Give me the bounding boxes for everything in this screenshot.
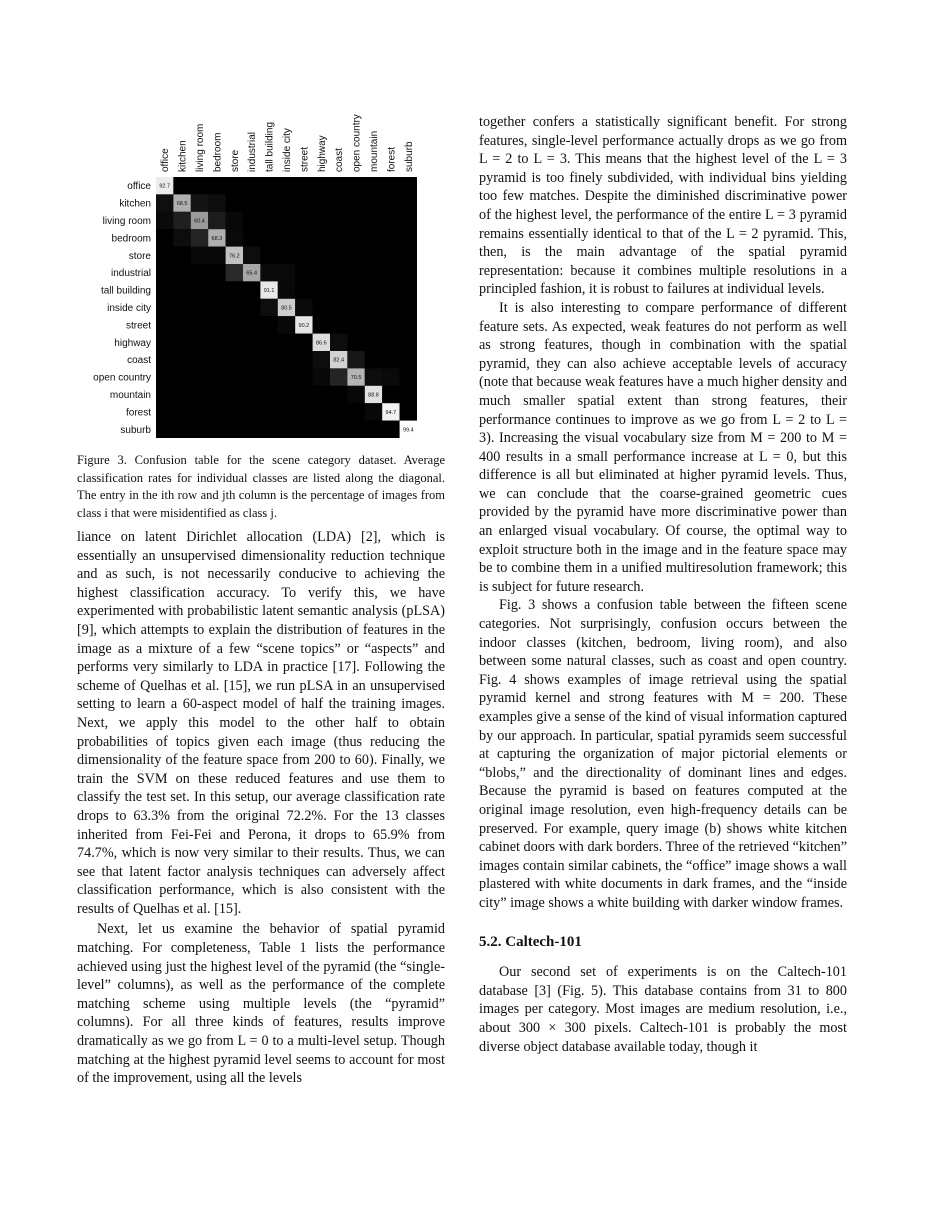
heatmap-cell [400,281,417,298]
heatmap-cell [347,403,364,420]
heatmap-cell [156,421,173,438]
heatmap-cell [173,421,190,438]
heatmap-cell [156,351,173,368]
heatmap-cell [156,247,173,264]
heatmap-cell [382,421,399,438]
heatmap-cell [173,386,190,403]
diagonal-value-label: 88.8 [368,392,379,399]
heatmap-cell [173,247,190,264]
heatmap-cell [191,421,208,438]
heatmap-cell [295,386,312,403]
diagonal-value-label: 94.7 [385,409,397,416]
row-label: forest [125,407,151,419]
heatmap-cell [260,334,277,351]
heatmap-cell [330,403,347,420]
heatmap-cell [382,247,399,264]
heatmap-cell [156,316,173,333]
heatmap-cell [365,212,382,229]
heatmap-cell [382,334,399,351]
heatmap-cell [278,316,295,333]
heatmap-cell [382,368,399,385]
column-label: kitchen [177,140,189,172]
heatmap-cell [208,403,225,420]
column-label: forest [386,146,398,172]
heatmap-cell [226,403,243,420]
column-label: coast [334,148,346,172]
row-label: office [127,181,151,193]
column-label: suburb [403,141,415,172]
heatmap-cell [208,247,225,264]
heatmap-cell [243,212,260,229]
diagonal-value-label: 91.1 [263,288,275,295]
section-heading: 5.2. Caltech-101 [479,933,582,950]
heatmap-cell [156,299,173,316]
diagonal-value-label: 99.4 [402,427,414,434]
heatmap-cell [226,299,243,316]
diagonal-value-label: 90.2 [298,322,310,329]
heatmap-cell [295,334,312,351]
heatmap-cell [191,247,208,264]
heatmap-cell [400,212,417,229]
heatmap-cell [295,264,312,281]
column-label: industrial [247,131,259,172]
heatmap-cell [400,316,417,333]
heatmap-cell [382,281,399,298]
heatmap-cell [313,316,330,333]
heatmap-cell [278,194,295,211]
heatmap-cell [295,299,312,316]
heatmap-cell [278,229,295,246]
heatmap-cell [347,229,364,246]
heatmap-cell [260,351,277,368]
heatmap-cell [260,264,277,281]
heatmap-cell [191,316,208,333]
heatmap-cell [313,212,330,229]
heatmap-cell [173,368,190,385]
heatmap-cell [400,264,417,281]
heatmap-cell [365,247,382,264]
heatmap-cell [295,368,312,385]
heatmap-cell [347,316,364,333]
heatmap-cell [313,368,330,385]
heatmap-cell [208,281,225,298]
heatmap-cell [226,229,243,246]
heatmap-cell [330,194,347,211]
row-label: highway [114,337,151,349]
heatmap-cell [173,403,190,420]
heatmap-cell [347,194,364,211]
heatmap-cell [191,264,208,281]
heatmap-cell [243,281,260,298]
heatmap-cell [156,281,173,298]
heatmap-cell [347,299,364,316]
heatmap-cell [173,212,190,229]
heatmap-cell [313,264,330,281]
heatmap-cell [243,386,260,403]
diagonal-value-label: 86.6 [315,340,327,347]
heatmap-cell [243,194,260,211]
heatmap-cell [191,177,208,194]
heatmap-cell [208,316,225,333]
heatmap-cell [243,421,260,438]
heatmap-cell [260,299,277,316]
heatmap-cell [400,194,417,211]
diagonal-value-label: 80.5 [281,305,292,312]
heatmap-cell [226,281,243,298]
heatmap-cell [365,316,382,333]
heatmap-cell [278,177,295,194]
row-label: inside city [107,303,151,314]
heatmap-cell [156,403,173,420]
heatmap-cell [260,403,277,420]
diagonal-value-label: 70.5 [350,375,362,382]
heatmap-cell [400,351,417,368]
heatmap-cell [365,264,382,281]
row-label: open country [93,372,151,384]
diagonal-value-label: 82.4 [333,357,345,364]
heatmap-cell [156,264,173,281]
heatmap-cell [173,264,190,281]
heatmap-cell [191,386,208,403]
row-label: bedroom [111,233,151,245]
heatmap-cell [191,229,208,246]
heatmap-cell [347,212,364,229]
heatmap-cell [313,299,330,316]
right-paragraph-1: together confers a statistically significant benefit. For strong features, single-level performance actually drops as we go from L = 2 to L = 3. This means that the highest level of the L = 3 pyramid is too finely subdivided, with individual bins yielding too few matches. Despite the diminished discriminative power of the highest level, the performance of the entire L = 3 pyramid remains essentially identical to that of the L = 2 pyramid. This, then, is the main advantage of the spatial pyramid representation: because it combines multiple resolutions in a principled fashion, it is robust to failures at individual levels. [479,114,847,298]
heatmap-cell [347,386,364,403]
heatmap-cell [226,177,243,194]
heatmap-cell [226,368,243,385]
heatmap-cell [191,334,208,351]
heatmap-cell [330,177,347,194]
row-label: industrial [110,268,151,280]
heatmap-cell [382,212,399,229]
heatmap-cell [208,368,225,385]
heatmap-cell [173,281,190,298]
heatmap-cell [243,247,260,264]
heatmap-cell [260,316,277,333]
heatmap-cell [295,229,312,246]
diagonal-value-label: 68.5 [176,201,188,208]
heatmap-cell [260,212,277,229]
heatmap-cell [156,386,173,403]
heatmap-cell [156,229,173,246]
heatmap-cell [260,247,277,264]
diagonal-value-label: 92.7 [159,183,171,190]
right-paragraph-3: Fig. 3 shows a confusion table between the fifteen scene categories. Not surprisingly, confusion occurs between the indoor classes (kitchen, bedroom, living room), and also between some natural classes, such as coast and open country. Fig. 4 shows examples of image retrieval using the spatial pyramid kernel and strong features with M = 200. These examples give a sense of the kind of visual information captured by our approach. In particular, spatial pyramids seem successful at capturing the organization of major pictorial elements or “blobs,” and the directionality of dominant lines and edges. Because the pyramid is based on features computed at the original image resolution, even high-frequency details can be preserved. For example, query image (b) shows white kitchen cabinet doors with dark borders. Three of the retrieved “kitchen” images contain similar cabinets, the “office” image shows a wall plastered with white documents in dark frames, and the “inside city” image shows a white building with darker window frames. [479,597,847,911]
heatmap-cell [278,368,295,385]
heatmap-cell [313,281,330,298]
heatmap-cell [278,281,295,298]
heatmap-cell [191,403,208,420]
heatmap-cell [278,334,295,351]
heatmap-cell [173,299,190,316]
heatmap-cell [295,403,312,420]
column-label: mountain [369,130,380,172]
heatmap-cell [382,386,399,403]
heatmap-cell [347,281,364,298]
heatmap-cell [226,264,243,281]
diagonal-value-label: 76.2 [228,253,240,260]
heatmap-cell [400,368,417,385]
heatmap-cell [278,421,295,438]
row-label: street [125,320,151,332]
heatmap-cell [208,194,225,211]
heatmap-cell [295,247,312,264]
heatmap-cell [330,281,347,298]
heatmap-cell [382,194,399,211]
heatmap-cell [295,421,312,438]
column-label: living room [195,123,206,172]
heatmap-cell [400,177,417,194]
heatmap-cell [400,334,417,351]
heatmap-cell [191,368,208,385]
heatmap-cell [365,334,382,351]
heatmap-cell [313,403,330,420]
figure-caption: Figure 3. Confusion table for the scene category dataset. Average classification rates for individual classes are listed along the diagonal. The entry in the ith row and jth column is the percentage of images from class i that were misidentified as class j. [77,453,445,520]
column-label: street [299,146,311,172]
heatmap-cell [156,194,173,211]
heatmap-cell [365,299,382,316]
heatmap-cell [156,368,173,385]
column-label: bedroom [212,132,224,172]
heatmap-cell [208,264,225,281]
heatmap-cell [260,194,277,211]
heatmap-cell [278,403,295,420]
heatmap-cell [208,334,225,351]
column-label: office [160,148,172,172]
column-label: tall building [264,121,276,172]
heatmap-cell [313,194,330,211]
heatmap-cell [173,351,190,368]
heatmap-cell [330,368,347,385]
heatmap-cell [278,386,295,403]
heatmap-cell [365,421,382,438]
heatmap-cell [330,229,347,246]
heatmap-cell [191,299,208,316]
heatmap-cell [313,177,330,194]
heatmap-cell [208,421,225,438]
heatmap-cell [173,177,190,194]
left-paragraph-2: Next, let us examine the behavior of spatial pyramid matching. For completeness, Table 1 lists the performance achieved using just the highest level of the pyramid (the “single-level” columns), as well as the performance of the complete matching scheme using multiple levels (the “pyramid” columns). For all three kinds of features, results improve dramatically as we go from L = 0 to a multi-level setup. Though matching at the highest pyramid level seems to account for most of the improvement, using all the levels [77,921,445,1087]
heatmap-cell [330,421,347,438]
heatmap-cell [191,281,208,298]
heatmap-cell [347,334,364,351]
heatmap-cell [347,264,364,281]
row-label: suburb [120,424,151,436]
row-label: store [128,250,151,262]
heatmap-cell [330,299,347,316]
row-label: coast [127,355,151,367]
heatmap-cell [226,212,243,229]
heatmap-cell [365,281,382,298]
heatmap-cell [365,177,382,194]
heatmap-cell [156,334,173,351]
heatmap-cell [330,212,347,229]
heatmap-cell [260,368,277,385]
heatmap-cell [347,177,364,194]
heatmap-cell [330,386,347,403]
heatmap-cell [400,386,417,403]
column-label: open country [351,114,363,172]
heatmap-cell [295,351,312,368]
heatmap-cell [208,299,225,316]
heatmap-cell [382,316,399,333]
diagonal-value-label: 60.4 [194,218,205,225]
heatmap-cell [226,386,243,403]
heatmap-cell [260,421,277,438]
right-column [479,113,847,1056]
heatmap-cell [313,229,330,246]
heatmap-cell [365,229,382,246]
heatmap-cell [226,194,243,211]
heatmap-cell [382,264,399,281]
heatmap-cell [208,386,225,403]
heatmap-cell [243,316,260,333]
heatmap-cell [226,334,243,351]
row-label: tall building [100,285,151,297]
heatmap-cell [330,334,347,351]
heatmap-cell [243,177,260,194]
heatmap-cell [365,403,382,420]
heatmap-cell [278,351,295,368]
heatmap-cell [330,316,347,333]
heatmap-cell [243,403,260,420]
column-label: inside city [282,128,293,172]
heatmap-cell [365,351,382,368]
heatmap-cell [243,229,260,246]
diagonal-value-label: 65.4 [246,270,258,277]
right-paragraph-2: It is also interesting to compare performance of different feature sets. As expected, weak features do not perform as well as strong features, though in combination with the spatial pyramid, they can also achieve acceptable levels of accuracy (note that because weak features have a much higher density and much smaller spatial extent than strong features, their performance continues to improve as we go from L = 2 to L = 3). Increasing the visual vocabulary size from M = 200 to M = 400 results in a small performance increase at L = 0, but this difference is all but eliminated at higher pyramid levels. Thus, we can conclude that the coarse-grained geometric cues provided by the pyramid have more discriminative power than an enlarged visual vocabulary. Of course, the optimal way to exploit structure both in the image and in the feature space may be to combine them in a unified multiresolution framework; this is subject for future research. [479,299,847,595]
row-label: mountain [109,390,151,401]
heatmap-cell [295,281,312,298]
heatmap-cell [295,177,312,194]
heatmap-cell [156,212,173,229]
column-label: store [229,149,241,172]
heatmap-cell [365,368,382,385]
heatmap-cell [208,177,225,194]
heatmap-cell [260,386,277,403]
heatmap-cell [313,351,330,368]
heatmap-cell [400,299,417,316]
heatmap-cell [313,421,330,438]
heatmap-cell [400,247,417,264]
heatmap-cell [173,229,190,246]
heatmap-cell [313,247,330,264]
heatmap-cell [208,212,225,229]
heatmap-cell [260,229,277,246]
heatmap-cell [226,421,243,438]
heatmap-cell [400,229,417,246]
column-label: highway [316,135,328,172]
heatmap-cell [313,386,330,403]
heatmap-cell [330,264,347,281]
heatmap-cell [295,194,312,211]
heatmap-cell [226,351,243,368]
heatmap-cell [260,177,277,194]
heatmap-cell [226,316,243,333]
heatmap-cell [278,247,295,264]
heatmap-cell [295,212,312,229]
heatmap-cell [191,351,208,368]
heatmap-cell [208,351,225,368]
heatmap-cell [347,421,364,438]
heatmap-cell [382,229,399,246]
left-column [77,528,445,1088]
heatmap-cell [243,299,260,316]
heatmap-cell [347,247,364,264]
heatmap-cell [400,403,417,420]
heatmap-cell [382,177,399,194]
heatmap-cell [173,316,190,333]
heatmap-cell [191,194,208,211]
heatmap-cell [382,351,399,368]
heatmap-cell [365,194,382,211]
diagonal-value-label: 68.3 [211,235,223,242]
heatmap-cell [173,334,190,351]
heatmap-cell [330,247,347,264]
right-paragraph-4: Our second set of experiments is on the Caltech-101 database [3] (Fig. 5). This database contains from 31 to 800 images per category. Most images are medium resolution, i.e., about 300 × 300 pixels. Caltech-101 is probably the most diverse object database available today, though it [479,964,847,1055]
row-label: kitchen [119,198,151,210]
heatmap-cell [243,334,260,351]
heatmap-cell [243,368,260,385]
heatmap-cell [382,299,399,316]
heatmap-cell [243,351,260,368]
heatmap-cell [278,264,295,281]
heatmap-cell [347,351,364,368]
heatmap-cell [278,212,295,229]
left-paragraph-1: liance on latent Dirichlet allocation (LDA) [2], which is essentially an unsupervised dimensionality reduction technique and as such, is not necessarily conducive to achieving the highest classification accuracy. To verify this, we have experimented with probabilistic latent semantic analysis (pLSA) [9], which attempts to explain the distribution of features in the image as a mixture of a few “scene topics” or “aspects” and performs very similarly to LDA in practice [17]. Following the scheme of Quelhas et al. [15], we run pLSA in an unsupervised setting to learn a 60-aspect model of half the training images. Next, we apply this model to the other half to obtain probabilities of topics given each image (thus reducing the dimensionality of the feature space from 200 to 60). Finally, we train the SVM on these reduced features and use them to classify the test set. In this setup, our average classification rate drops to 63.3% from the original 72.2%. For the 13 classes inherited from Fei-Fei and Perona, it drops to 65.9% from 74.7%, which is now very similar to their results. Thus, we can see that latent factor analysis techniques can adversely affect classification performance, which is also consistent with the results of Quelhas et al. [15]. [77,529,445,917]
row-label: living room [102,216,151,227]
